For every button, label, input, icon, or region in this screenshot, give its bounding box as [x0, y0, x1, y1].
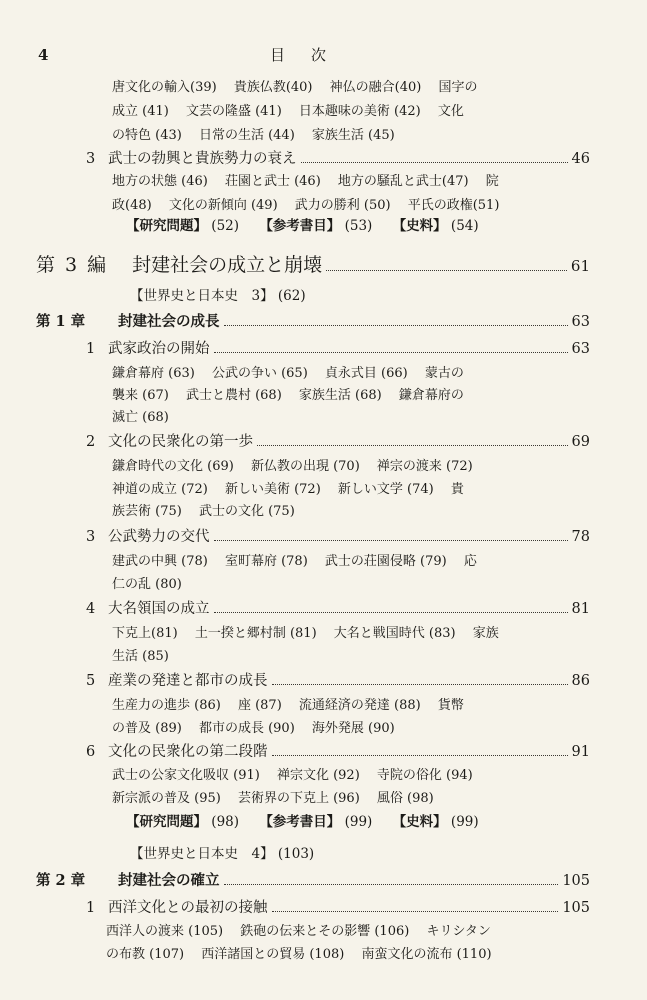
topic-line: 神道の成立 (72) 新しい美術 (72) 新しい文学 (74) 貴: [112, 482, 464, 497]
chapter-page: 105: [562, 873, 590, 889]
leader-dots: [224, 324, 568, 326]
leader-dots: [214, 611, 568, 613]
section-title: 武家政治の開始: [108, 341, 210, 357]
leader-dots: [214, 539, 568, 541]
toc-section-entry[interactable]: [86, 526, 590, 548]
section-page: 105: [562, 900, 590, 916]
section-number: 6: [86, 744, 96, 760]
section-number: 5: [86, 673, 96, 689]
running-head: 目次: [270, 46, 353, 64]
leader-dots: [326, 269, 567, 271]
section-title: 武士の勃興と貴族勢力の衰え: [108, 151, 297, 167]
references-page: (53): [344, 218, 373, 234]
world-history-page: (103): [277, 846, 315, 862]
sources-label: 【史料】: [392, 814, 447, 830]
references-page: (99): [344, 814, 373, 830]
topic-line: 政(48) 文化の新傾向 (49) 武力の勝利 (50) 平氏の政権(51): [112, 198, 500, 213]
leader-dots: [272, 754, 568, 756]
toc-section-entry[interactable]: [86, 148, 590, 170]
sources-page: (54): [450, 218, 479, 234]
toc-part-entry[interactable]: [36, 252, 590, 279]
leader-dots: [214, 351, 568, 353]
world-history-label: 【世界史と日本史 3】: [130, 288, 274, 304]
topic-line: 滅亡 (68): [112, 410, 169, 425]
world-history-entry[interactable]: [130, 842, 314, 862]
study-questions-page: (52): [211, 218, 240, 234]
chapter-title: 封建社会の成長: [118, 313, 220, 330]
topic-line: 襲来 (67) 武士と農村 (68) 家族生活 (68) 鎌倉幕府の: [112, 388, 464, 403]
references-label: 【参考書目】: [259, 218, 341, 234]
references-label: 【参考書目】: [259, 814, 341, 830]
section-title: 西洋文化との最初の接触: [108, 900, 268, 916]
section-page: 46: [571, 151, 590, 167]
sources-page: (99): [450, 814, 479, 830]
topic-line: の特色 (43) 日常の生活 (44) 家族生活 (45): [112, 128, 395, 143]
section-page: 81: [571, 601, 590, 617]
topic-line: 族芸術 (75) 武士の文化 (75): [112, 504, 295, 519]
world-history-entry[interactable]: [130, 284, 306, 304]
section-page: 86: [571, 673, 590, 689]
page-number: 4: [38, 46, 49, 64]
chapter-number: 第 2 章: [36, 872, 86, 889]
leader-dots: [272, 910, 559, 912]
supplement-line: [126, 214, 479, 234]
section-page: 63: [571, 341, 590, 357]
part-title: 封建社会の成立と崩壊: [132, 254, 323, 276]
supplement-line: [126, 810, 479, 830]
toc-chapter-entry[interactable]: [36, 870, 590, 892]
topic-line: 新宗派の普及 (95) 芸術界の下克上 (96) 風俗 (98): [112, 791, 434, 806]
section-number: 3: [86, 151, 96, 167]
chapter-title: 封建社会の確立: [118, 872, 220, 889]
topic-line: 鎌倉時代の文化 (69) 新仏教の出現 (70) 禅宗の渡来 (72): [112, 459, 473, 474]
section-title: 公武勢力の交代: [108, 529, 210, 545]
toc-section-entry[interactable]: [86, 338, 590, 360]
leader-dots: [224, 883, 559, 885]
topic-line: 武士の公家文化吸収 (91) 禅宗文化 (92) 寺院の俗化 (94): [112, 768, 473, 783]
section-number: 4: [86, 601, 96, 617]
topic-line: 建武の中興 (78) 室町幕府 (78) 武士の荘園侵略 (79) 応: [112, 554, 477, 569]
topic-line: 下克上(81) 土一揆と郷村制 (81) 大名と戦国時代 (83) 家族: [112, 626, 499, 641]
toc-section-entry[interactable]: [86, 670, 590, 692]
study-questions-label: 【研究問題】: [126, 814, 207, 830]
topic-line: 西洋人の渡来 (105) 鉄砲の伝来とその影響 (106) キリシタン: [106, 924, 491, 939]
section-title: 大名領国の成立: [108, 601, 210, 617]
topic-line: 生活 (85): [112, 649, 169, 664]
study-questions-label: 【研究問題】: [126, 218, 207, 234]
part-page: 61: [570, 257, 590, 275]
section-page: 69: [571, 434, 590, 450]
world-history-label: 【世界史と日本史 4】: [130, 846, 274, 862]
section-page: 91: [571, 744, 590, 760]
toc-section-entry[interactable]: [86, 741, 590, 763]
section-number: 1: [86, 341, 96, 357]
section-title: 産業の発達と都市の成長: [108, 673, 268, 689]
section-title: 文化の民衆化の第一歩: [108, 434, 253, 450]
leader-dots: [257, 444, 568, 446]
topic-line: 唐文化の輸入(39) 貴族仏教(40) 神仏の融合(40) 国字の: [112, 80, 478, 95]
chapter-page: 63: [571, 314, 590, 330]
section-title: 文化の民衆化の第二段階: [108, 744, 268, 760]
world-history-page: (62): [277, 288, 306, 304]
section-number: 1: [86, 900, 96, 916]
part-number: 第 3 編: [36, 254, 109, 276]
topic-line: 地方の状態 (46) 荘園と武士 (46) 地方の騒乱と武士(47) 院: [112, 174, 499, 189]
section-number: 3: [86, 529, 96, 545]
toc-section-entry[interactable]: [86, 598, 590, 620]
topic-line: 成立 (41) 文芸の隆盛 (41) 日本趣味の美術 (42) 文化: [112, 104, 464, 119]
leader-dots: [272, 683, 568, 685]
section-number: 2: [86, 434, 96, 450]
topic-line: 仁の乱 (80): [112, 577, 182, 592]
toc-section-entry[interactable]: [86, 897, 590, 919]
sources-label: 【史料】: [392, 218, 447, 234]
study-questions-page: (98): [211, 814, 240, 830]
topic-line: の布教 (107) 西洋諸国との貿易 (108) 南蛮文化の流布 (110): [106, 947, 492, 962]
chapter-number: 第 1 章: [36, 313, 86, 330]
toc-section-entry[interactable]: [86, 431, 590, 453]
section-page: 78: [571, 529, 590, 545]
leader-dots: [301, 161, 568, 163]
topic-line: の普及 (89) 都市の成長 (90) 海外発展 (90): [112, 721, 395, 736]
topic-line: 生産力の進歩 (86) 座 (87) 流通経済の発達 (88) 貨幣: [112, 698, 464, 713]
topic-line: 鎌倉幕府 (63) 公武の争い (65) 貞永式目 (66) 蒙古の: [112, 366, 464, 381]
toc-chapter-entry[interactable]: [36, 311, 590, 333]
